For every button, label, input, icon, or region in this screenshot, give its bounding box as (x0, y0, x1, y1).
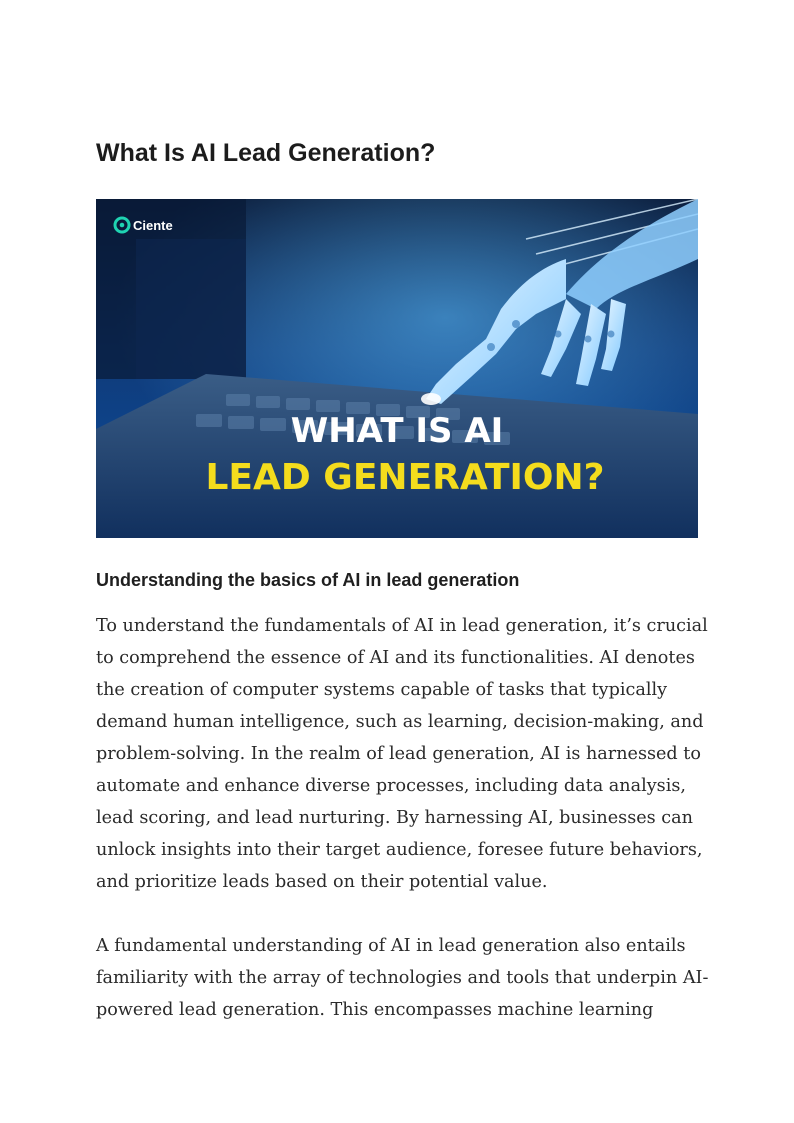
paragraph-line: familiarity with the array of technologies and tools that underpin AI- (96, 968, 709, 988)
paragraph-line: powered lead generation. This encompasses machine learning (96, 1000, 654, 1020)
paragraph-1 (96, 610, 716, 898)
paragraph-2 (96, 930, 716, 1026)
paragraph-line: the creation of computer systems capable of tasks that typically (96, 680, 668, 700)
hero-headline-line2: LEAD GENERATION? (205, 457, 605, 498)
article-title: What Is AI Lead Generation? (96, 139, 436, 167)
hero-headline-line1: WHAT IS AI (290, 411, 504, 451)
paragraph-line: problem-solving. In the realm of lead generation, AI is harnessed to (96, 744, 701, 764)
hero-brand: Ciente (133, 218, 173, 233)
section-subtitle: Understanding the basics of AI in lead generation (96, 570, 520, 590)
paragraph-line: to comprehend the essence of AI and its functionalities. AI denotes (96, 648, 695, 668)
paragraph-line: and prioritize leads based on their potential value. (96, 872, 548, 892)
paragraph-line: automate and enhance diverse processes, including data analysis, (96, 776, 686, 796)
paragraph-line: A fundamental understanding of AI in lead generation also entails (96, 936, 686, 956)
hero-image (96, 199, 698, 538)
paragraph-line: To understand the fundamentals of AI in lead generation, it’s crucial (96, 616, 708, 636)
paragraph-line: lead scoring, and lead nurturing. By harnessing AI, businesses can (96, 808, 693, 828)
paragraph-line: demand human intelligence, such as learning, decision-making, and (96, 712, 704, 732)
paragraph-line: unlock insights into their target audience, foresee future behaviors, (96, 840, 703, 860)
